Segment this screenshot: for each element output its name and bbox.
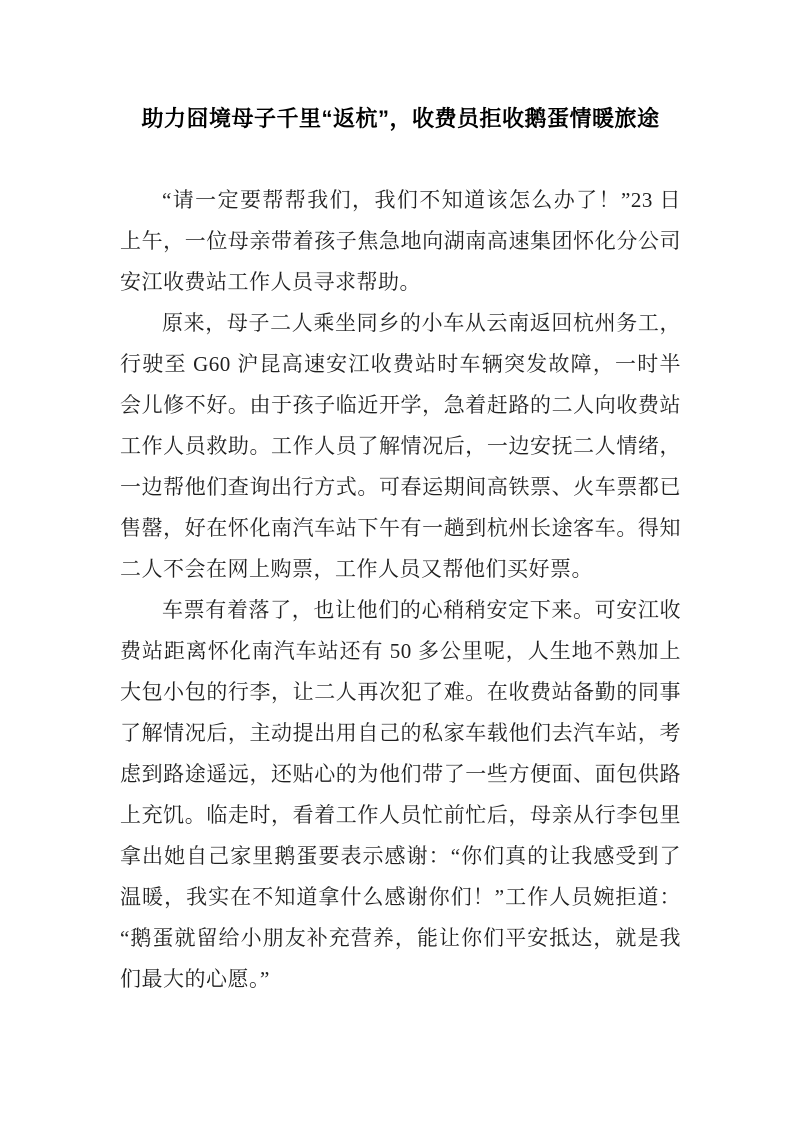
paragraph-1: “请一定要帮帮我们，我们不知道该怎么办了！”23 日上午，一位母亲带着孩子焦急地向湖南高速集团怀化分公司安江收费站工作人员寻求帮助。 xyxy=(120,188,681,294)
paragraph-3: 车票有着落了，也让他们的心稍稍安定下来。可安江收费站距离怀化南汽车站还有 50 多公里呢，人生地不熟加上大包小包的行李，让二人再次犯了难。在收费站备勤的同事了解情况后，主动提出用自己的私家车载他们去汽车站，考虑到路途遥远，还贴心的为他们带了一些方便面、面包供路上充饥。临走时，看着工作人员忙前忙后，母亲从行李包里拿出她自己家里鹅蛋要表示感谢：“你们真的让我感受到了温暖，我实在不知道拿什么感谢你们！”工作人员婉拒道：“鹅蛋就留给小朋友补充营养，能让你们平安抵达，就是我们最大的心愿。” xyxy=(120,598,681,991)
paragraph-2: 原来，母子二人乘坐同乡的小车从云南返回杭州务工，行驶至 G60 沪昆高速安江收费站时车辆突发故障，一时半会儿修不好。由于孩子临近开学，急着赶路的二人向收费站工作人员救助。工作人员了解情况后，一边安抚二人情绪，一边帮他们查询出行方式。可春运期间高铁票、火车票都已售罄，好在怀化南汽车站下午有一趟到杭州长途客车。得知二人不会在网上购票，工作人员又帮他们买好票。 xyxy=(120,311,681,581)
document-body xyxy=(120,180,681,1000)
document-title: 助力囧境母子千里“返杭”，收费员拒收鹅蛋情暖旅途 xyxy=(141,106,660,131)
